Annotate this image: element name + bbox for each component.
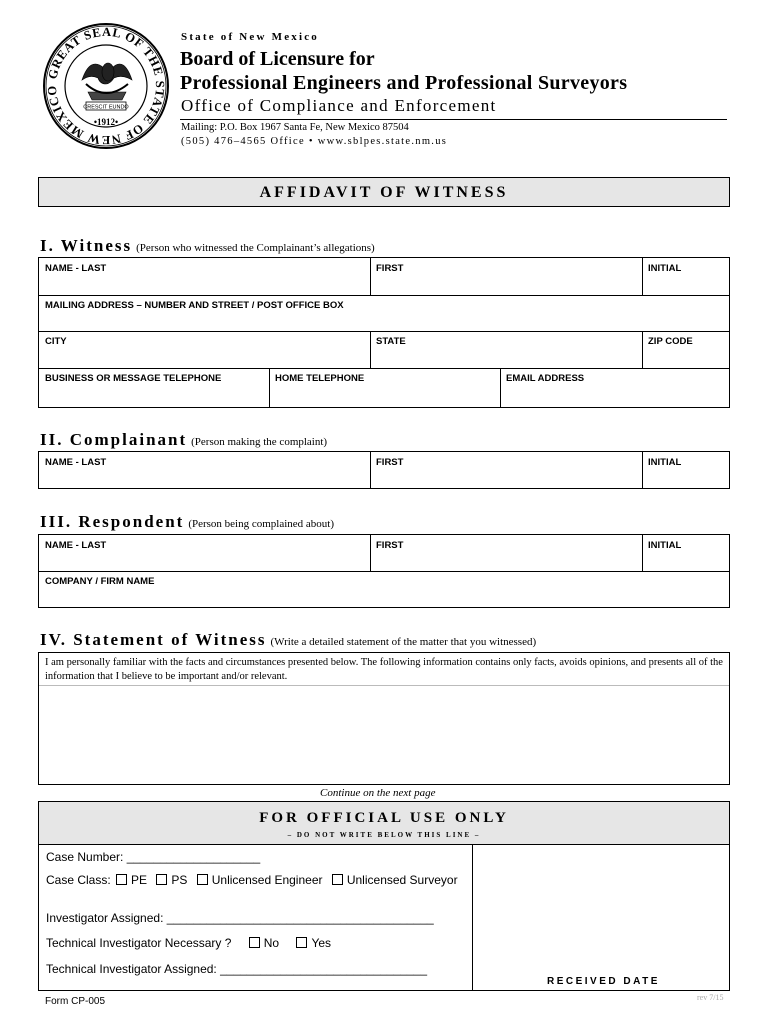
seal-year: •1912•: [93, 117, 119, 127]
statement-instructions: I am personally familiar with the facts and circumstances presented below. The following information contains only facts, avoids opinions, and presents all of the information that I believe to be important and/or relevant.: [45, 657, 723, 682]
official-use-subtitle: – DO NOT WRITE BELOW THIS LINE –: [287, 831, 481, 839]
investigator-assigned-field[interactable]: Investigator Assigned: ________________________________________: [46, 911, 434, 925]
official-use-title: FOR OFFICIAL USE ONLY: [259, 810, 509, 826]
witness-home-phone-field[interactable]: HOME TELEPHONE: [275, 373, 365, 384]
witness-business-phone-field[interactable]: BUSINESS OR MESSAGE TELEPHONE: [45, 373, 222, 384]
board-name-line2: Professional Engineers and Professional Surveyors: [180, 72, 628, 94]
contact-phone-web: (505) 476–4565 Office • www.sblpes.state.nm.us: [181, 136, 448, 147]
respondent-initial-field[interactable]: INITIAL: [648, 540, 682, 551]
witness-email-field[interactable]: EMAIL ADDRESS: [506, 373, 585, 384]
witness-mailing-address-field[interactable]: MAILING ADDRESS – NUMBER AND STREET / POST OFFICE BOX: [45, 300, 344, 311]
section-respondent-heading: III. Respondent (Person being complained about): [40, 512, 335, 531]
revision-note: rev 7/15: [697, 993, 724, 1002]
case-class-row: Case Class: PE PS Unlicensed Engineer Unlicensed Surveyor: [46, 873, 458, 887]
respondent-last-name-field[interactable]: NAME - LAST: [45, 540, 107, 551]
official-use-box: [38, 801, 730, 991]
seal-ring-text: GREAT SEAL OF THE STATE OF NEW MEXICO: [44, 24, 168, 148]
form-title: AFFIDAVIT OF WITNESS: [259, 184, 509, 201]
received-date-label: RECEIVED DATE: [547, 976, 660, 987]
official-use-header: [39, 802, 729, 845]
case-class-unlicensed-surveyor-checkbox[interactable]: [332, 874, 343, 885]
case-class-unlicensed-engineer-checkbox[interactable]: [197, 874, 208, 885]
witness-initial-field[interactable]: INITIAL: [648, 263, 682, 274]
witness-state-field[interactable]: STATE: [376, 336, 406, 347]
section-statement-heading: IV. Statement of Witness (Write a detailed statement of the matter that you witnessed): [40, 630, 537, 649]
section-witness-heading: I. Witness (Person who witnessed the Complainant’s allegations): [40, 236, 375, 255]
witness-first-name-field[interactable]: FIRST: [376, 263, 404, 274]
complainant-fields: [38, 451, 730, 489]
respondent-company-field[interactable]: COMPANY / FIRM NAME: [45, 576, 155, 587]
complainant-first-name-field[interactable]: FIRST: [376, 457, 404, 468]
complainant-last-name-field[interactable]: NAME - LAST: [45, 457, 107, 468]
tech-investigator-necessary-row: Technical Investigator Necessary ? No Yes: [46, 936, 332, 950]
board-name-line1: Board of Licensure for: [180, 48, 375, 70]
respondent-fields: [38, 534, 730, 608]
respondent-first-name-field[interactable]: FIRST: [376, 540, 404, 551]
office-name: Office of Compliance and Enforcement: [181, 96, 497, 115]
tech-investigator-necessary-label: Technical Investigator Necessary ?: [46, 936, 232, 950]
case-number-field[interactable]: Case Number: ____________________: [46, 850, 261, 864]
witness-fields: [38, 257, 730, 408]
header-divider: [180, 119, 727, 120]
form-number: Form CP-005: [45, 996, 106, 1007]
tech-necessary-no-checkbox[interactable]: [249, 937, 260, 948]
case-class-pe-checkbox[interactable]: [116, 874, 127, 885]
witness-zip-field[interactable]: ZIP CODE: [648, 336, 693, 347]
complainant-initial-field[interactable]: INITIAL: [648, 457, 682, 468]
seal-motto: CRESCIT EUNDO: [83, 104, 129, 111]
form-title-bar: [38, 177, 730, 207]
statement-text-area[interactable]: [38, 652, 730, 785]
state-seal-icon: [42, 22, 170, 150]
case-class-label: Case Class:: [46, 873, 111, 887]
state-name: State of New Mexico: [181, 31, 320, 43]
tech-necessary-yes-checkbox[interactable]: [296, 937, 307, 948]
mailing-address: Mailing: P.O. Box 1967 Santa Fe, New Mexico 87504: [181, 122, 409, 133]
svg-text:GREAT SEAL OF THE STATE OF NEW: [45, 25, 167, 147]
witness-last-name-field[interactable]: NAME - LAST: [45, 263, 107, 274]
witness-city-field[interactable]: CITY: [45, 336, 67, 347]
section-complainant-heading: II. Complainant (Person making the complaint): [40, 430, 328, 449]
case-class-ps-checkbox[interactable]: [156, 874, 167, 885]
tech-investigator-assigned-field[interactable]: Technical Investigator Assigned: _______________________________: [46, 962, 427, 976]
continue-note: Continue on the next page: [320, 787, 436, 799]
